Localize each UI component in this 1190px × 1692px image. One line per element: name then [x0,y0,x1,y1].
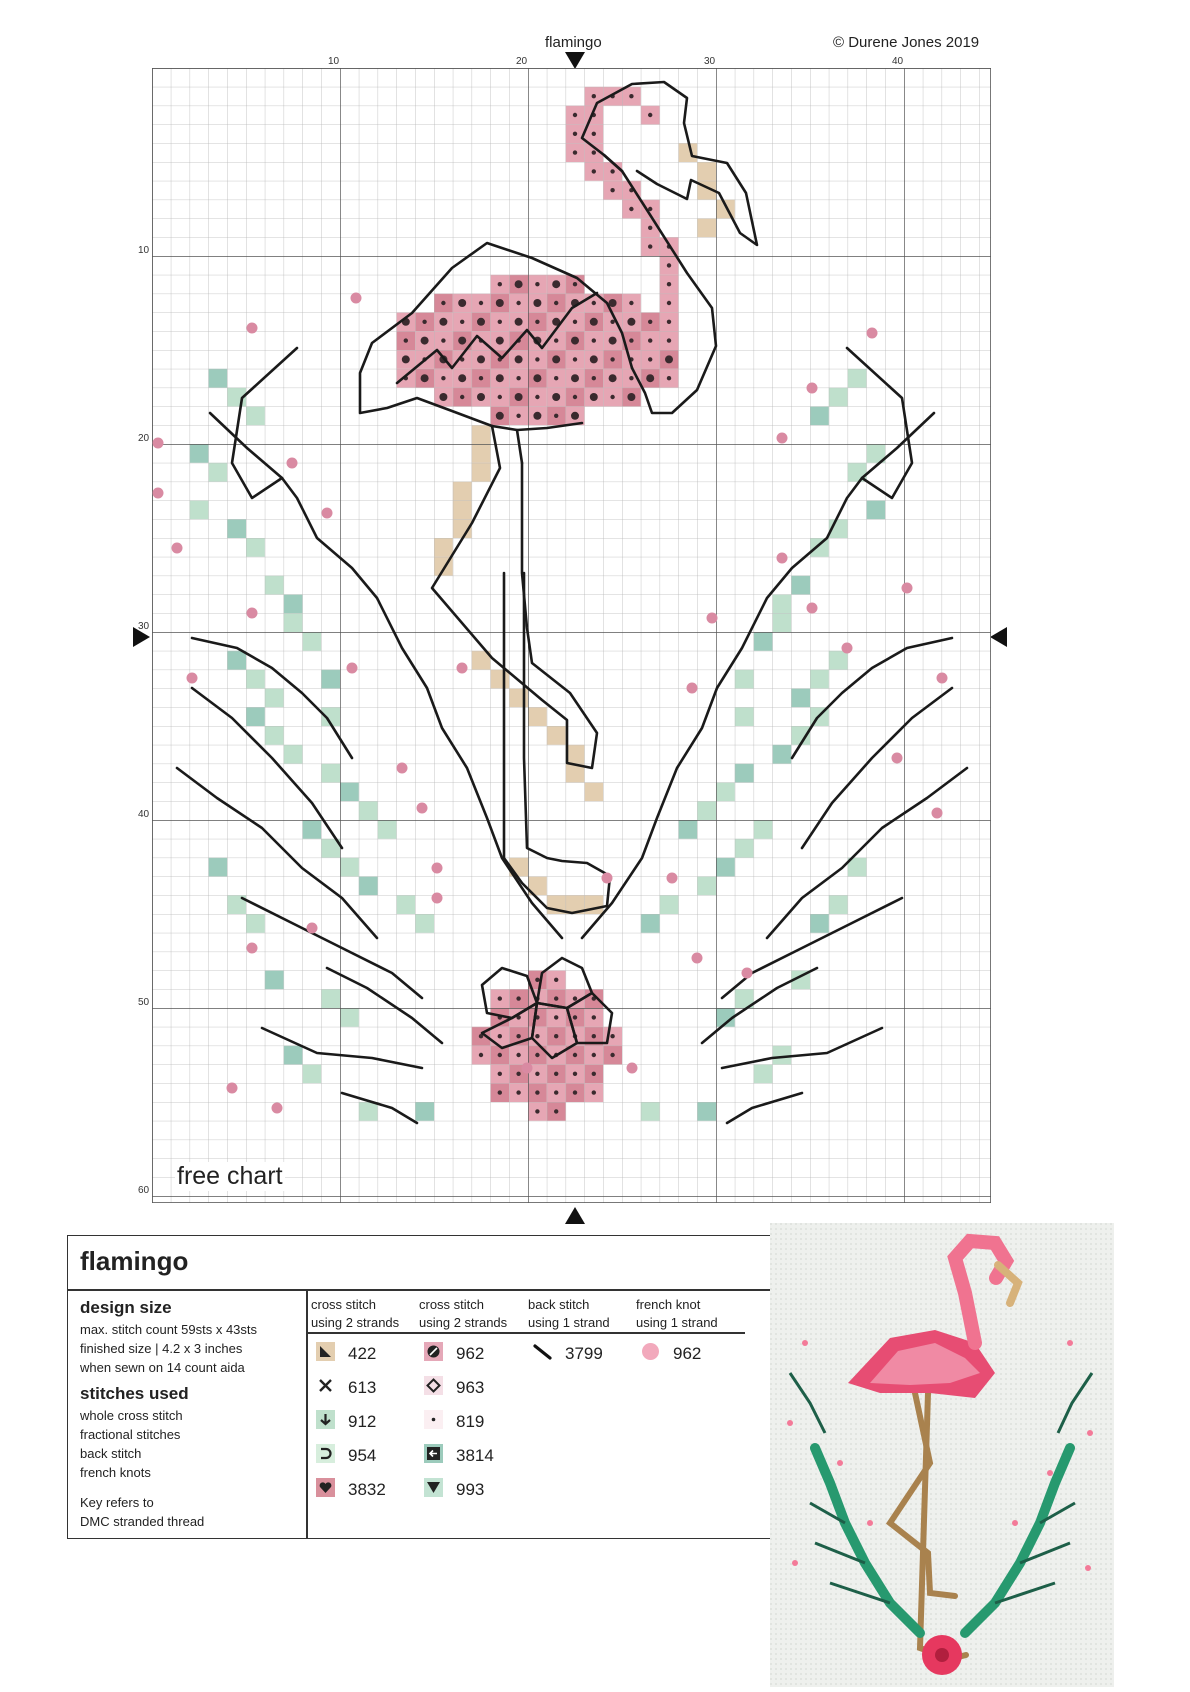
stitch-type-1: whole cross stitch [80,1408,183,1423]
thread-entry [308,1470,420,1504]
key-column-4 [633,1296,745,1368]
key-divider [68,1289,771,1291]
x-icon [316,1376,335,1395]
thread-entry [416,1470,528,1504]
design-size-line-1: max. stitch count 59sts x 43sts [80,1322,258,1337]
stitch-type-4: french knots [80,1465,151,1480]
key-column-heading-line: french knot [636,1297,701,1312]
thread-code: 819 [456,1412,485,1431]
knot-dot-icon [641,1342,660,1361]
thread-code: 3814 [456,1446,494,1465]
thread-code: 954 [348,1446,377,1465]
key-column-heading-line: using 1 strand [636,1315,718,1330]
free-chart-stamp: free chart [177,1162,283,1190]
key-column-heading-line: back stitch [528,1297,590,1312]
key-column-heading [525,1296,637,1334]
top-axis-30: 30 [704,56,716,67]
key-column-3 [525,1296,637,1368]
stitched-flamingo-image [770,1223,1114,1687]
thread-entry [416,1334,528,1368]
key-column-heading-line: using 2 strands [311,1315,400,1330]
design-size-heading: design size [80,1298,172,1317]
left-axis-10: 10 [138,245,150,256]
thread-code: 962 [456,1344,485,1363]
thread-code: 993 [456,1480,485,1499]
square-arrow-icon [424,1444,443,1463]
thread-key-panel [67,1235,772,1539]
stitch-type-2: fractional stitches [80,1427,181,1442]
half-triangle-icon [316,1342,335,1361]
copyright-text: © Durene Jones 2019 [833,34,980,51]
thread-code: 3799 [565,1344,603,1363]
left-axis-20: 20 [138,433,150,444]
left-axis-30: 30 [138,621,150,632]
down-arrow-icon [316,1410,335,1429]
thread-entry [308,1436,420,1470]
key-column-1 [308,1296,420,1504]
diamond-icon [424,1376,443,1395]
stitch-type-3: back stitch [80,1446,142,1461]
thread-entry [416,1436,528,1470]
thread-entry [308,1402,420,1436]
key-column-heading-line: cross stitch [419,1297,485,1312]
thread-code: 613 [348,1378,377,1397]
dot-icon [424,1410,443,1429]
u-shape-icon [316,1444,335,1463]
thread-code: 422 [348,1344,377,1363]
key-note-line-1: Key refers to [80,1495,154,1510]
design-size-line-2: finished size | 4.2 x 3 inches [80,1341,243,1356]
thread-entry [308,1368,420,1402]
center-marker-bottom-icon [565,1207,585,1225]
thread-code: 963 [456,1378,485,1397]
thread-code: 962 [673,1344,702,1363]
down-triangle-icon [424,1478,443,1497]
key-column-heading-line: using 1 strand [528,1315,610,1330]
circle-slash-icon [424,1342,443,1361]
stitches-used-heading: stitches used [80,1384,189,1403]
chart-title: flamingo [545,34,602,51]
key-column-heading [633,1296,745,1334]
key-column-heading-line: using 2 strands [419,1315,508,1330]
design-size-line-3: when sewn on 14 count aida [80,1360,245,1375]
key-column-2 [416,1296,528,1504]
thread-code: 912 [348,1412,377,1431]
center-marker-right-icon [990,627,1008,647]
center-marker-left-icon [133,627,151,647]
key-title: flamingo [80,1246,189,1276]
left-axis-40: 40 [138,809,150,820]
top-axis-10: 10 [328,56,340,67]
left-axis-50: 50 [138,997,150,1008]
key-note-line-2: DMC stranded thread [80,1514,205,1529]
top-axis-40: 40 [892,56,904,67]
thread-entry [416,1402,528,1436]
left-axis-60: 60 [138,1185,150,1196]
thread-code: 3832 [348,1480,386,1499]
thread-entry [308,1334,420,1368]
key-column-heading [308,1296,420,1334]
finished-stitch-photo [770,1223,1114,1687]
key-column-heading-line: cross stitch [311,1297,377,1312]
stitch-chart-grid [152,68,991,1203]
line-icon [533,1342,552,1361]
thread-entry [416,1368,528,1402]
top-axis-20: 20 [516,56,528,67]
heart-icon [316,1478,335,1497]
thread-entry [525,1334,637,1368]
thread-entry [633,1334,745,1368]
key-column-heading [416,1296,528,1334]
